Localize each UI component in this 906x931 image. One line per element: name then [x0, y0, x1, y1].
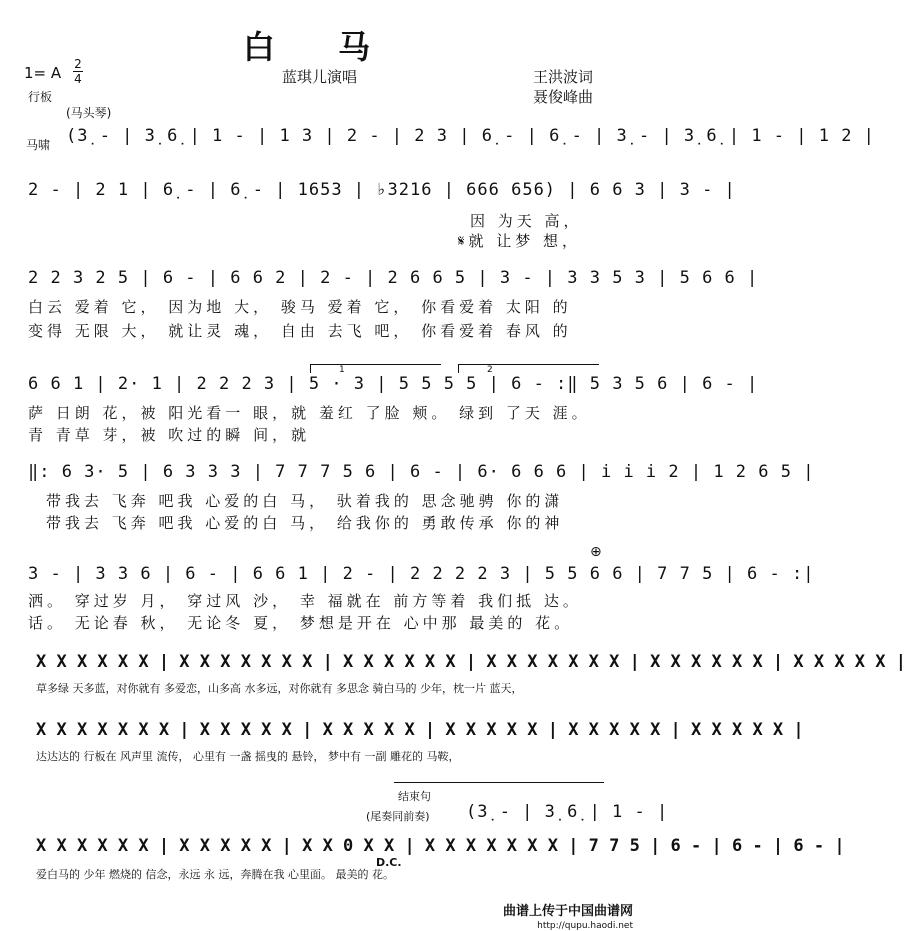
- row-2-lyric-2: 𝄋就 让梦 想，: [458, 232, 581, 250]
- ending-label: 结束句: [398, 790, 431, 803]
- footer-site: 曲谱上传于中国曲谱网: [502, 904, 633, 919]
- row-3-lyric-1: 白云 爱着 它， 因为地 大， 骏马 爱着 它， 你看爱着 太阳 的: [28, 298, 572, 316]
- coda-icon: ⊕: [590, 544, 602, 560]
- lyricist: 王洪波词: [532, 68, 593, 86]
- row-5-notes: ‖: 6 3· 5 | 6 3 3 3 | 7 7 7 5 6 | 6 - | 6· 6 6 6 | i i i 2 | 1 2 6 5 |: [28, 462, 815, 482]
- ending-notes: (3̣ - | 3̣ 6̣ | 1 - |: [466, 802, 669, 822]
- row-2-lyric-1: 因 为天 高，: [470, 212, 583, 230]
- row-5-lyric-2: 带我去 飞奔 吧我 心爱的白 马， 给我你的 勇敢传承 你的神: [46, 514, 564, 532]
- row-4-notes: 6 6 1 | 2· 1 | 2 2 2 3 | 5 · 3 | 5 5 5 5 | 6 - :‖ 5 3 5 6 | 6 - |: [28, 374, 759, 394]
- dc-marking: D.C.: [376, 856, 402, 869]
- composer: 聂俊峰曲: [532, 88, 593, 106]
- row-8-rhythm: X X X X X X X | X X X X X | X X X X X | X X X X X | X X X X X | X X X X X |: [36, 720, 804, 740]
- volta-2: [458, 364, 599, 373]
- row-5-lyric-1: 带我去 飞奔 吧我 心爱的白 马， 驮着我的 思念驰骋 你的潇: [46, 492, 564, 510]
- footer-url: http://qupu.haodi.net: [537, 921, 633, 931]
- row-4-lyric-1: 萨 日朗 花，被 阳光看一 眼，就 羞红 了脸 颊。 绿到 了天 涯。: [28, 404, 591, 422]
- row-3-lyric-2: 变得 无限 大， 就让灵 魂， 自由 去飞 吧， 你看爱着 春风 的: [28, 322, 572, 340]
- page-title: 白 马: [242, 28, 397, 66]
- row-6-lyric-1: 洒。 穿过岁 月， 穿过风 沙， 幸 福就在 前方等着 我们抵 达。: [28, 592, 582, 610]
- row-4-lyric-2: 青 青草 芽，被 吹过的瞬 间，就: [28, 426, 311, 444]
- volta-2-label: 2: [487, 365, 493, 375]
- row-6-lyric-2: 话。 无论春 秋， 无论冬 夏， 梦想是开在 心中那 最美的 花。: [28, 614, 574, 632]
- volta-1: [310, 364, 441, 373]
- key-signature: 1= A: [24, 64, 62, 82]
- tempo-marking: 行板: [28, 90, 53, 104]
- time-top: 2: [74, 57, 82, 71]
- row-9-speech: 爱白马的 少年 燃烧的 信念，永远 永 远，奔腾在我 心里面。 最美的 花。: [36, 868, 394, 881]
- row-2-notes: 2 - | 2 1 | 6̣ - | 6̣ - | 1653 | ♭3216 | 666 656) | 6 6 3 | 3 - |: [28, 180, 736, 200]
- row-1-notes: (3̣ - | 3̣ 6̣ | 1 - | 1 3 | 2 - | 2 3 | 6̣ - | 6̣ - | 3̣ - | 3̣ 6̣ | 1 - | 1 2 |: [66, 126, 875, 146]
- singer: 蓝琪儿演唱: [281, 68, 357, 86]
- row-1-label: 马啸: [26, 138, 51, 152]
- row-8-speech: 达达达的 行板在 风声里 流传， 心里有 一盏 摇曳的 悬铃， 梦中有 一副 雕花的 马鞍，: [36, 750, 460, 763]
- row-9-rhythm: X X X X X X | X X X X X | X X 0 X X | X X X X X X X | 7 7 5 | 6 - | 6 - | 6 - |: [36, 836, 845, 856]
- row-7-speech: 草多绿 天多蓝，对你就有 多爱恋，山多高 水多远，对你就有 多思念 骑白马的 少年，枕一片 蓝天，: [36, 682, 523, 695]
- instrument-note: (马头琴): [66, 106, 112, 120]
- row-3-notes: 2 2 3 2 5 | 6 - | 6 6 2 | 2 - | 2 6 6 5 | 3 - | 3 3 5 3 | 5 6 6 |: [28, 268, 759, 288]
- ending-note: (尾奏同前奏): [366, 810, 430, 823]
- row-6-notes: 3 - | 3 3 6 | 6 - | 6 6 1 | 2 - | 2 2 2 2 3 | 5 5 6 6 | 7 7 5 | 6 - :|: [28, 564, 815, 584]
- row-7-rhythm: X X X X X X | X X X X X X X | X X X X X X | X X X X X X X | X X X X X X | X X X X X |: [36, 652, 906, 672]
- volta-1-label: 1: [339, 365, 345, 375]
- time-bottom: 4: [74, 72, 82, 86]
- ending-bracket: [394, 782, 604, 783]
